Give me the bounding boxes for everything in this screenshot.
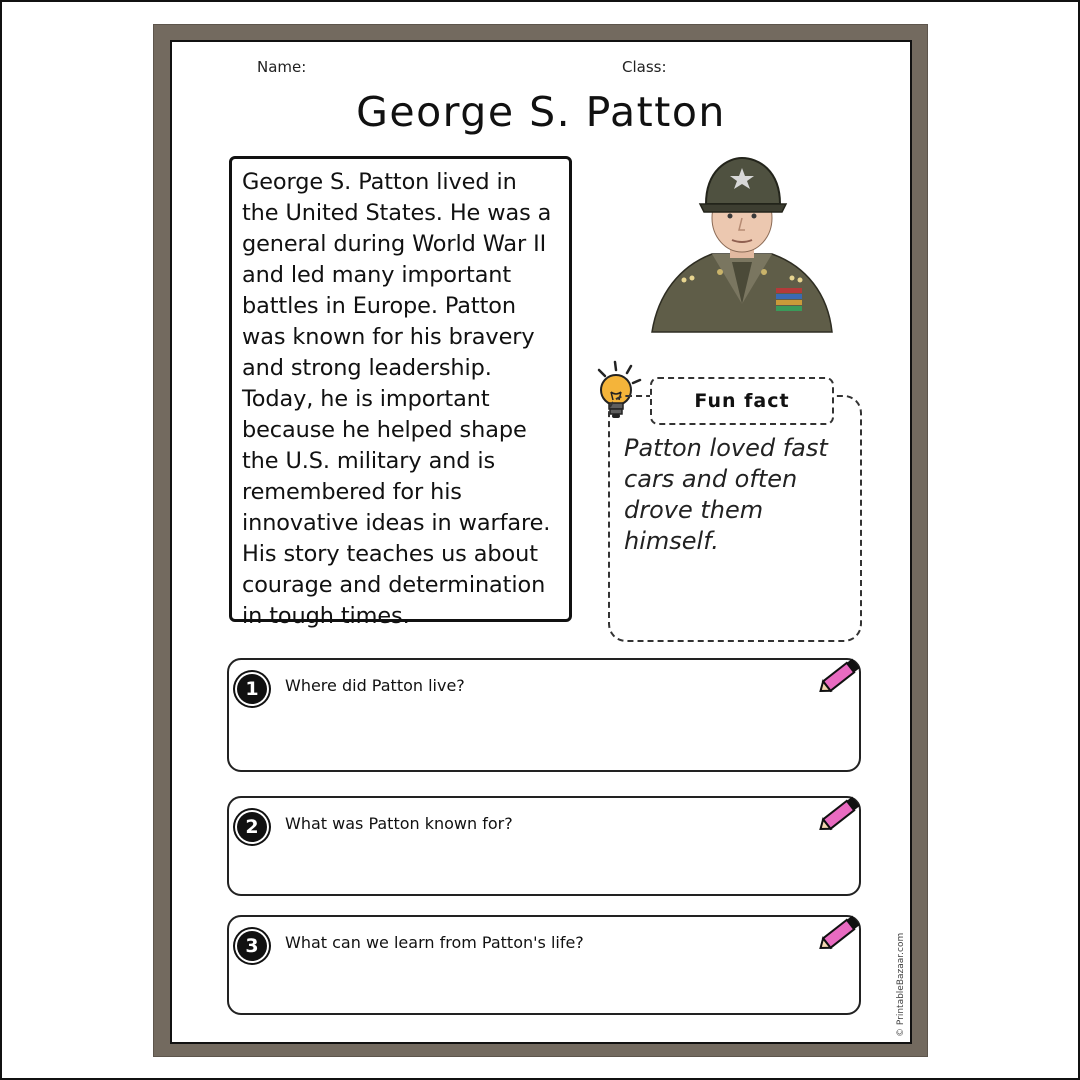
question-1-answer-box[interactable] (227, 658, 861, 772)
general-portrait-image (650, 154, 835, 344)
copyright-notice: © PrintableBazaar.com (896, 932, 906, 1037)
pencil-icon (815, 790, 867, 836)
reading-passage: George S. Patton lived in the United States. He was a general during World War II and led many important battles in Europe. Patton was known for his bravery and strong leadership. Today, he is important because he helped shape the U.S. military and is remembered for his innovative ideas in warfare. His story teaches us about courage and determination in tough times. (242, 169, 552, 629)
question-3-text: What can we learn from Patton's life? (285, 933, 584, 952)
question-2-answer-box[interactable] (227, 796, 861, 896)
question-1-text: Where did Patton live? (285, 676, 465, 695)
question-2-number: 2 (237, 812, 267, 842)
class-label: Class: (622, 58, 667, 76)
question-3-answer-box[interactable] (227, 915, 861, 1015)
pencil-icon (815, 652, 867, 698)
fun-fact-text: Patton loved fast cars and often drove them himself. (624, 434, 828, 555)
pencil-icon (815, 909, 867, 955)
reading-passage-box (229, 156, 572, 629)
question-1-number: 1 (237, 674, 267, 704)
fun-fact-label: Fun fact (650, 377, 834, 425)
question-2-text: What was Patton known for? (285, 814, 513, 833)
name-label: Name: (257, 58, 307, 76)
worksheet-page (170, 40, 912, 1044)
question-3-number: 3 (237, 931, 267, 961)
page-title: George S. Patton (356, 88, 726, 136)
